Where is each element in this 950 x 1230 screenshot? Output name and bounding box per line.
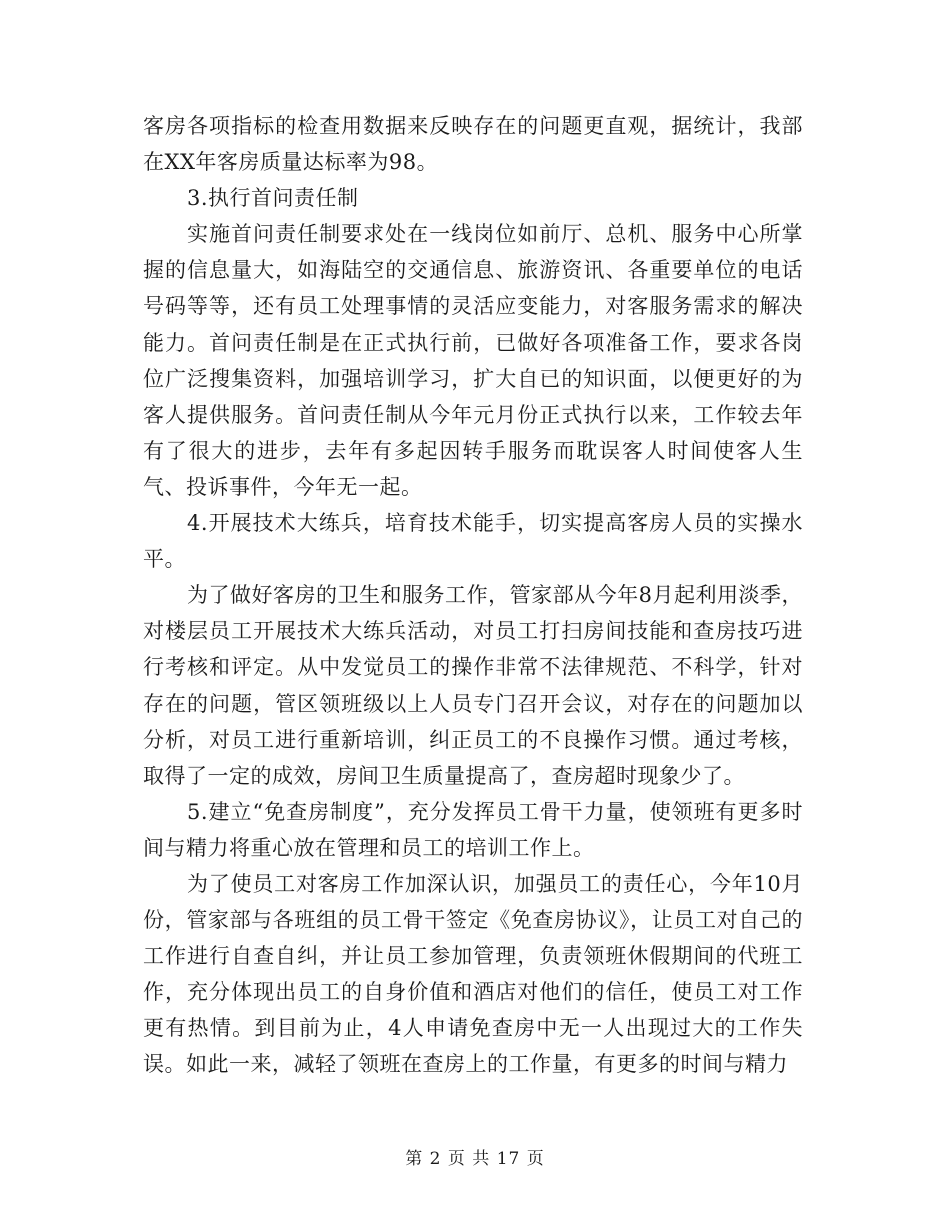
- heading-first-inquiry-responsibility: 3.执行首问责任制: [187, 186, 359, 211]
- paragraph-inspection-exemption: 为了使员工对客房工作加深认识，加强员工的责任心，今年10月份，管家部与各班组的员工骨干签定《免查房协议》，让员工对自己的工作进行自查自纠，并让员工参加管理，负责领班休假期间的代班工作，充分体现出员工的自身价值和酒店对他们的信任，使员工对工作更有热情。到目前为止，4人申请免查房中无一人出现过大的工作失误。如此一来，减轻了领班在查房上的工作量，有更多的时间与精力: [143, 871, 803, 1077]
- paragraph-statistics-continued: 客房各项指标的检查用数据来反映存在的问题更直观，据统计，我部在XX年客房质量达标率为98。: [143, 114, 803, 175]
- paragraph-skills-training: 为了做好客房的卫生和服务工作，管家部从今年8月起利用淡季，对楼层员工开展技术大练兵活动，对员工打扫房间技能和查房技巧进行考核和评定。从中发觉员工的操作非常不法律规范、不科学，针对存在的问题，管区领班级以上人员专门召开会议，对存在的问题加以分析，对员工进行重新培训，纠正员工的不良操作习惯。通过考核，取得了一定的成效，房间卫生质量提高了，查房超时现象少了。: [143, 583, 803, 788]
- page-number-footer: 第 2 页 共 17 页: [405, 1149, 545, 1169]
- heading-inspection-exemption: 5.建立“免查房制度”，充分发挥员工骨干力量，使领班有更多时间与精力将重心放在管理和员工的培训工作上。: [143, 799, 803, 860]
- paragraph-first-inquiry-responsibility: 实施首问责任制要求处在一线岗位如前厅、总机、服务中心所掌握的信息量大，如海陆空的交通信息、旅游资讯、各重要单位的电话号码等等，还有员工处理事情的灵活应变能力，对客服务需求的解决能力。首问责任制是在正式执行前，已做好各项准备工作，要求各岗位广泛搜集资料，加强培训学习，扩大自已的知识面，以便更好的为客人提供服务。首问责任制从今年元月份正式执行以来，工作较去年有了很大的进步，去年有多起因转手服务而耽误客人时间使客人生气、投诉事件，今年无一起。: [143, 222, 803, 499]
- document-body: [143, 108, 803, 1083]
- heading-skills-training: 4.开展技术大练兵，培育技术能手，切实提高客房人员的实操水平。: [143, 511, 803, 572]
